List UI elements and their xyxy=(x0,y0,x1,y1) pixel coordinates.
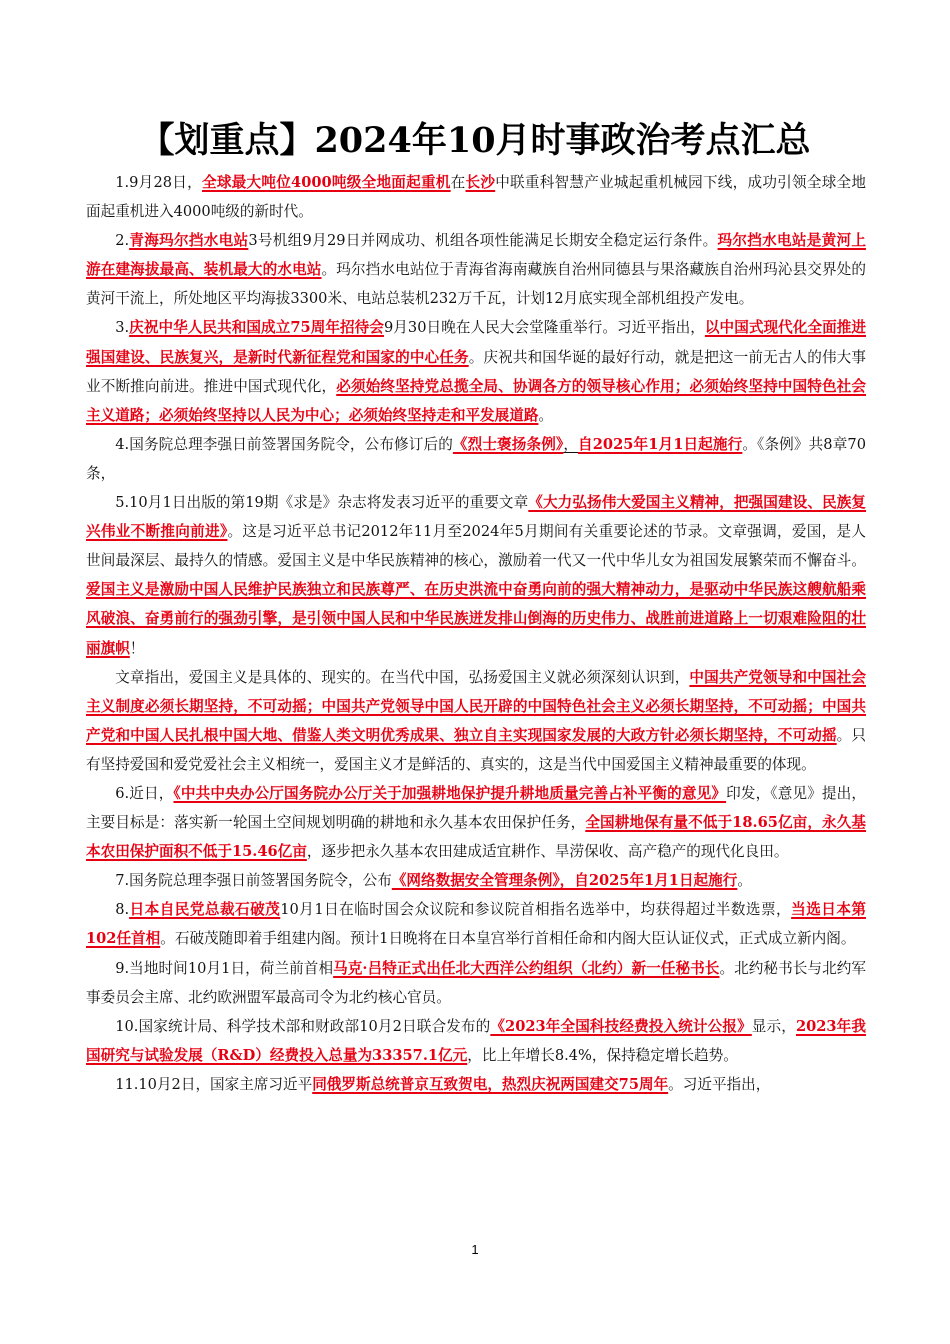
body-text: 3号机组9月29日并网成功、机组各项性能满足长期安全稳定运行条件。 xyxy=(248,232,718,250)
body-text: 。庆祝共和国华诞的最好行动，就是把这一前无古人的伟大事业不断推向前进。推进中国式现代化， xyxy=(86,348,866,395)
highlighted-text: 同俄罗斯总统普京互致贺电，热烈庆祝两国建交75周年 xyxy=(312,1075,669,1093)
body-text: 9.当地时间10月1日，荷兰前首相 xyxy=(115,959,334,977)
highlighted-text: 玛尔挡水电站是黄河上游在建海拔最高、装机最大的水电站 xyxy=(86,232,866,279)
body-text: 。这是习近平总书记2012年11月至2024年5月期间有关重要论述的节录。文章强调，爱国，是人世间最深层、最持久的情感。爱国主义是中华民族精神的核心，激励着一代又一代中华儿女为祖国发展繁荣而不懈奋斗。 xyxy=(86,523,867,570)
highlighted-text: 《烈士褒扬条例》 xyxy=(452,435,564,453)
body-text: 3. xyxy=(115,319,130,337)
body-text: 印发，《意见》提出，主要目标是：落实新一轮国土空间规划明确的耕地和永久基本农田保护任务， xyxy=(86,784,866,832)
body-text: 。石破茂随即着手组建内阁。预计1日晚将在日本皇宫举行首相任命和内阁大臣认证仪式，正式成立新内阁。 xyxy=(160,930,856,948)
body-text: 。 xyxy=(737,872,752,890)
highlighted-text: 以中国式现代化全面推进强国建设、民族复兴，是新时代新征程党和国家的中心任务 xyxy=(86,319,866,366)
body-text: 。北约秘书长与北约军事委员会主席、北约欧洲盟军最高司令为北约核心官员。 xyxy=(86,959,866,1006)
body-text: 文章指出，爱国主义是具体的、现实的。在当代中国，弘扬爱国主义就必须深刻认识到， xyxy=(115,668,690,686)
paragraph xyxy=(86,430,866,488)
paragraph xyxy=(86,779,866,866)
highlighted-text: 《大力弘扬伟大爱国主义精神，把强国建设、民族复兴伟业不断推向前进》 xyxy=(86,494,866,541)
highlighted-text: 中国共产党领导和中国社会主义制度必须长期坚持，不可动摇；中国共产党领导中国人民开辟的中国特色社会主义必须长期坚持，不可动摇；中国共产党和中国人民扎根中国大地、借鉴人类文明优秀成果、独立自主实现国家发展的大政方针必须长期坚持，不可动摇 xyxy=(86,668,866,744)
body-text: 1.9月28日， xyxy=(115,174,202,191)
highlighted-text: 马克·吕特正式出任北大西洋公约组织（北约）新一任秘书长 xyxy=(333,959,720,977)
body-text: ，逐步把永久基本农田建成适宜耕作、旱涝保收、高产稳产的现代化良田。 xyxy=(306,843,789,861)
body-text: 。玛尔挡水电站位于青海省海南藏族自治州同德县与果洛藏族自治州玛沁县交界处的黄河干流上，所处地区平均海拔3300米、电站总装机232万千瓦，计划12月底实现全部机组投产发电。 xyxy=(86,261,866,308)
body-text: 。只有坚持爱国和爱党爱社会主义相统一，爱国主义才是鲜活的、真实的，这是当代中国爱国主义精神最重要的体现。 xyxy=(86,726,866,773)
highlighted-text: 自2025年1月1日起施行 xyxy=(578,435,743,453)
paragraph xyxy=(86,488,866,663)
body-text: 10月1日在临时国会众议院和参议院首相指名选举中，均获得超过半数选票， xyxy=(280,901,792,919)
highlighted-text: 长沙 xyxy=(465,174,496,191)
body-text: 2. xyxy=(115,232,130,250)
body-text: 10.国家统计局、科学技术部和财政部10月2日联合发布的 xyxy=(115,1017,491,1035)
body-text: ， xyxy=(563,435,579,453)
paragraph xyxy=(86,663,866,779)
highlighted-text: 庆祝中华人民共和国成立75周年招待会 xyxy=(129,319,384,337)
document-body xyxy=(86,168,866,1099)
body-text: 。 xyxy=(538,406,554,424)
paragraph xyxy=(86,954,866,1012)
highlighted-text: 《网络数据安全管理条例》，自2025年1月1日起施行 xyxy=(391,872,738,890)
body-text: 在 xyxy=(450,174,466,191)
highlighted-text: 《中共中央办公厅国务院办公厅关于加强耕地保护提升耕地质量完善占补平衡的意见》 xyxy=(173,784,727,802)
body-text: 11.10月2日，国家主席习近平 xyxy=(115,1075,313,1093)
body-text: 。习近平指出， xyxy=(668,1075,771,1093)
paragraph xyxy=(86,313,866,429)
body-text: 5.10月1日出版的第19期《求是》杂志将发表习近平的重要文章 xyxy=(115,494,529,512)
highlighted-text: 日本自民党总裁石破茂 xyxy=(129,901,281,919)
body-text: 6.近日， xyxy=(115,784,174,802)
body-text: 。《条例》共8章70条， xyxy=(86,435,866,482)
highlighted-text: 全球最大吨位4000吨级全地面起重机 xyxy=(202,174,451,191)
paragraph xyxy=(86,226,866,313)
paragraph xyxy=(86,866,866,895)
body-text: 中联重科智慧产业城起重机械园下线，成功引领全球全地面起重机进入4000吨级的新时代。 xyxy=(86,174,866,221)
paragraph xyxy=(86,1012,866,1070)
paragraph xyxy=(86,168,866,226)
body-text: 7.国务院总理李强日前签署国务院令，公布 xyxy=(115,872,392,890)
body-text: 9月30日晚在人民大会堂隆重举行。习近平指出， xyxy=(383,319,705,337)
highlighted-text: 青海玛尔挡水电站 xyxy=(129,232,249,250)
page-title: 【划重点】2024年10月时事政治考点汇总 xyxy=(139,120,811,161)
paragraph xyxy=(86,895,866,953)
paragraph xyxy=(86,1070,866,1099)
body-text: ，比上年增长8.4%，保持稳定增长趋势。 xyxy=(467,1046,738,1064)
highlighted-text: 当选日本第102任首相 xyxy=(86,901,866,948)
body-text: ！ xyxy=(129,639,145,657)
body-text: 显示， xyxy=(751,1017,796,1035)
body-text: 8. xyxy=(115,901,130,919)
highlighted-text: 2023年我国研究与试验发展（R&D）经费投入总量为33357.1亿元 xyxy=(86,1017,866,1064)
highlighted-text: 爱国主义是激励中国人民维护民族独立和民族尊严、在历史洪流中奋勇向前的强大精神动力，是驱动中华民族这艘航船乘风破浪、奋勇前行的强劲引擎，是引领中国人民和中华民族迸发排山倒海的历史伟力、战胜前进道路上一切艰难险阻的壮丽旗帜 xyxy=(86,581,866,657)
page-number: 1 xyxy=(471,1242,479,1257)
body-text: 4.国务院总理李强日前签署国务院令，公布修订后的 xyxy=(115,435,453,453)
highlighted-text: 必须始终坚持党总揽全局、协调各方的领导核心作用；必须始终坚持中国特色社会主义道路；必须始终坚持以人民为中心；必须始终坚持走和平发展道路 xyxy=(86,377,866,424)
highlighted-text: 全国耕地保有量不低于18.65亿亩，永久基本农田保护面积不低于15.46亿亩 xyxy=(86,814,866,861)
highlighted-text: 《2023年全国科技经费投入统计公报》 xyxy=(490,1017,752,1035)
